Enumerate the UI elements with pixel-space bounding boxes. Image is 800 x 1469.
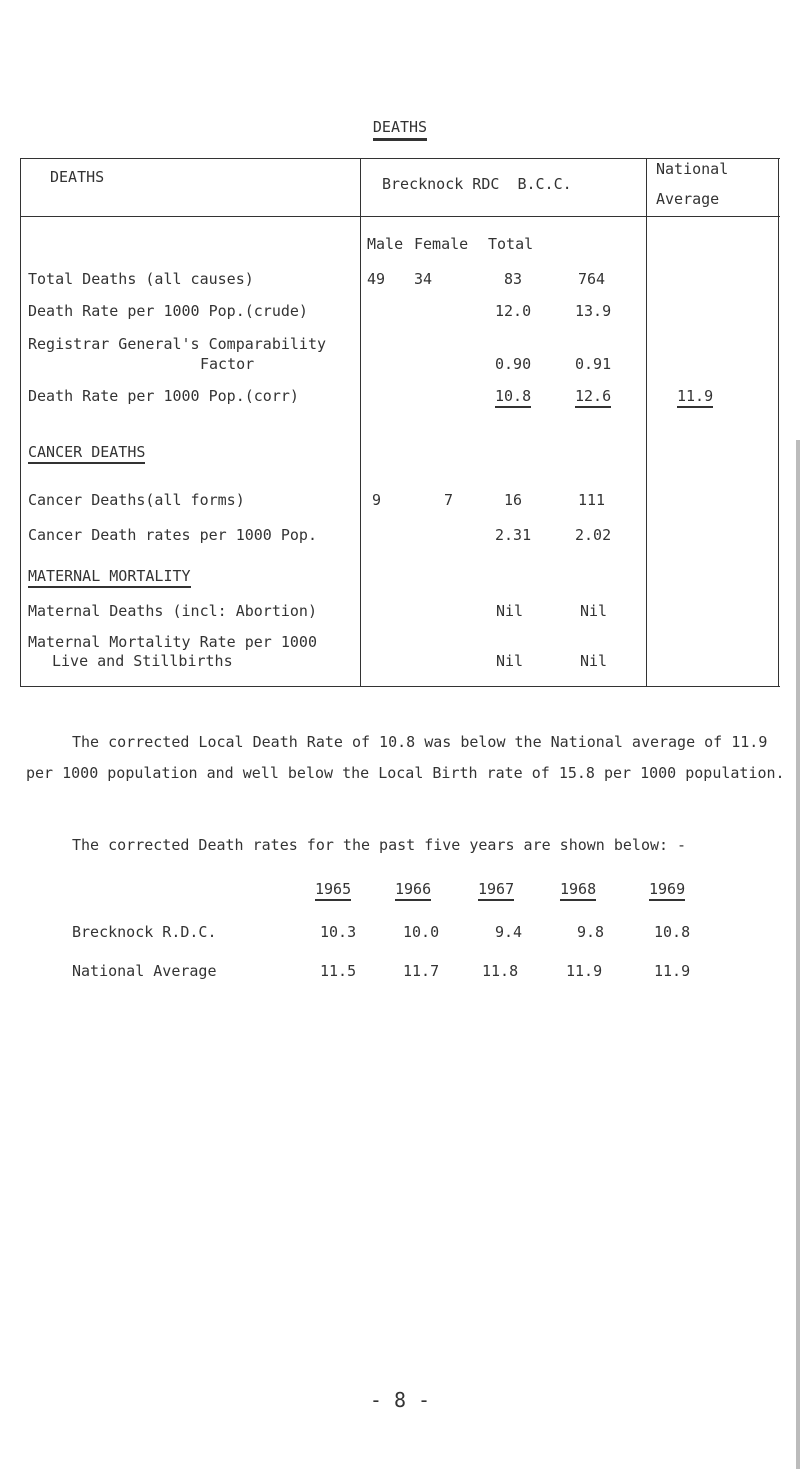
cell-cancer-bcc: 111 (578, 491, 606, 509)
cell-total-bcc: 764 (578, 270, 606, 288)
rates-cell: 10.3 (320, 923, 357, 941)
table-header-divider (20, 216, 780, 217)
cell-corrected-rdc: 10.8 (495, 387, 531, 405)
rates-cell: 11.9 (566, 962, 603, 980)
cell-maternal-rate-rdc: Nil (496, 652, 524, 670)
rates-cell: 10.0 (403, 923, 440, 941)
subheader-female: Female (414, 235, 469, 253)
rates-cell: 11.8 (482, 962, 519, 980)
table-border-left (20, 158, 21, 686)
subheader-male: Male (367, 235, 404, 253)
rates-cell: 11.9 (654, 962, 691, 980)
cell-maternal-bcc: Nil (580, 602, 608, 620)
paragraph-corrected-rate: The corrected Local Death Rate of 10.8 was below the National average of 11.9 per 1000 population and well below the Local Birth rate of 15.8 per 1000 population. (26, 733, 785, 782)
cell-comparability-rdc: 0.90 (495, 355, 532, 373)
rates-cell: 10.8 (654, 923, 691, 941)
maternal-heading: MATERNAL MORTALITY (28, 567, 191, 585)
cell-comparability-bcc: 0.91 (575, 355, 612, 373)
cell-cancer-rate-bcc: 2.02 (575, 526, 612, 544)
paragraph-five-years: The corrected Death rates for the past five years are shown below: - (72, 836, 687, 854)
page-title: DEATHS (0, 118, 800, 136)
cell-total-female: 34 (414, 270, 433, 288)
cell-crude-rdc: 12.0 (495, 302, 532, 320)
year-1965: 1965 (315, 880, 351, 898)
rates-cell: 9.4 (495, 923, 523, 941)
cell-maternal-rdc: Nil (496, 602, 524, 620)
rates-row-label: National Average (72, 962, 217, 980)
year-1969: 1969 (649, 880, 685, 898)
row-label-total-deaths: Total Deaths (all causes) (28, 270, 254, 288)
year-1967: 1967 (478, 880, 514, 898)
header-brecknock: Brecknock RDC B.C.C. (382, 175, 572, 193)
table-border-right (778, 158, 779, 686)
rates-cell: 11.7 (403, 962, 440, 980)
cell-corrected-national: 11.9 (677, 387, 713, 405)
cell-cancer-total: 16 (504, 491, 523, 509)
header-national-1: National (656, 160, 729, 178)
rates-cell: 11.5 (320, 962, 357, 980)
cell-cancer-rate-rdc: 2.31 (495, 526, 532, 544)
cell-corrected-bcc: 12.6 (575, 387, 611, 405)
row-label-crude-rate: Death Rate per 1000 Pop.(crude) (28, 302, 308, 320)
header-deaths: DEATHS (50, 168, 105, 186)
page-number: - 8 - (369, 1388, 431, 1412)
row-label-corrected-rate: Death Rate per 1000 Pop.(corr) (28, 387, 299, 405)
cell-cancer-female: 7 (444, 491, 454, 509)
row-label-comparability-2: Factor (200, 355, 255, 373)
row-label-maternal-rate-1: Maternal Mortality Rate per 1000 (28, 633, 317, 651)
cell-total-total: 83 (504, 270, 523, 288)
table-border-bottom (20, 686, 780, 687)
row-label-maternal-deaths: Maternal Deaths (incl: Abortion) (28, 602, 317, 620)
rates-cell: 9.8 (577, 923, 605, 941)
row-label-maternal-rate-2: Live and Stillbirths (52, 652, 233, 670)
year-1966: 1966 (395, 880, 431, 898)
year-1968: 1968 (560, 880, 596, 898)
cell-total-male: 49 (367, 270, 386, 288)
rates-row-label: Brecknock R.D.C. (72, 923, 217, 941)
cell-cancer-male: 9 (372, 491, 382, 509)
row-label-comparability-1: Registrar General's Comparability (28, 335, 327, 353)
page-edge-shadow (796, 440, 800, 1469)
header-national-2: Average (656, 190, 720, 208)
cancer-heading: CANCER DEATHS (28, 443, 145, 461)
row-label-cancer-rates: Cancer Death rates per 1000 Pop. (28, 526, 317, 544)
cell-crude-bcc: 13.9 (575, 302, 612, 320)
cell-maternal-rate-bcc: Nil (580, 652, 608, 670)
subheader-total: Total (488, 235, 534, 253)
table-divider-2 (646, 158, 647, 686)
table-divider-1 (360, 158, 361, 686)
row-label-cancer-deaths: Cancer Deaths(all forms) (28, 491, 245, 509)
table-border-top (20, 158, 780, 159)
